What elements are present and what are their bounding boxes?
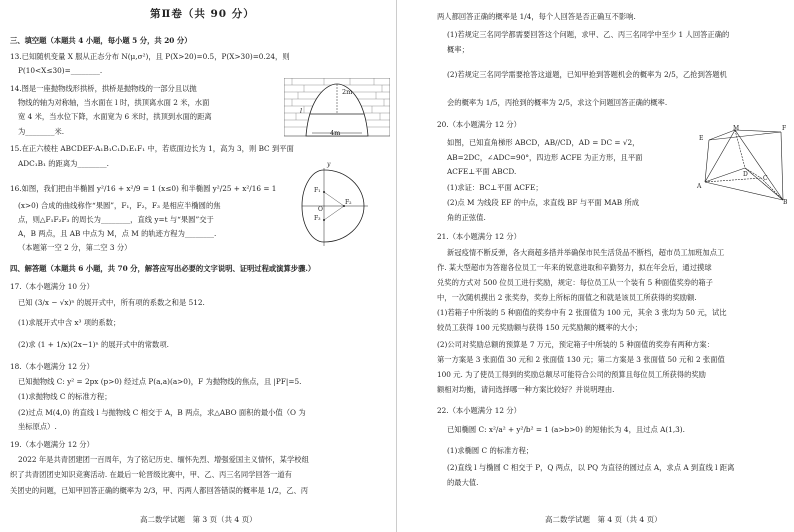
question-18-part1: (1)求抛物线 C 的标准方程； xyxy=(18,392,112,401)
question-16-line4: A，B 两点，且 AB 中点为 M，点 M 的轨迹方程为________. xyxy=(18,229,217,238)
question-20-part2: (2)点 M 为线段 EF 的中点，求直线 BF 与平面 MAB 所成 xyxy=(447,198,640,207)
question-15-line2: ADC₁B₁ 的距离为________. xyxy=(18,159,109,168)
question-13-line1: 13.已知随机变量 X 服从正态分布 N(μ,σ²)，且 P(X>20)=0.5，P(X>30)=0.24，则 xyxy=(10,52,290,61)
question-21-line3: 兑奖的方式对 500 位员工进行奖励，规定：每位员工从一个装有 5 种面值奖券的箱子 xyxy=(437,278,713,287)
question-22-part2: (2)直线 l 与椭圆 C 相交于 P，Q 两点，以 PQ 为直径的圆过点 A，求点 A 到直线 l 距离 xyxy=(447,463,735,472)
question-14-line3: 宽 4 米，当水位下降，水面宽为 6 米时，拱顶到水面的距离 xyxy=(18,112,212,121)
figure-label-4m: 4m xyxy=(330,129,341,137)
question-16-line1: 16.如图，我们把由半椭圆 y²/16 + x²/9 = 1 (x≤0) 和半椭圆 y²/25 + x²/16 = 1 xyxy=(10,184,277,193)
figure-label-f1: F₁ xyxy=(314,187,321,194)
question-20-line2: AB=2DC，∠ADC=90°，四边形 ACFE 为正方形，且平面 xyxy=(447,153,643,162)
question-21-part2-line4: 额相对均衡，请问选择哪一种方案比较好？并说明理由. xyxy=(437,385,615,394)
question-17-heading: 17.（本小题满分 10 分） xyxy=(10,282,94,291)
question-22-part2-cont: 的最大值. xyxy=(447,478,479,487)
question-14-line2: 物线的轴为对称轴，当水面在 l 时，拱顶离水面 2 米，水面 xyxy=(18,98,210,107)
figure-label-f3: F₃ xyxy=(314,215,321,222)
section-title: 第Ⅱ卷（共 90 分） xyxy=(150,8,255,20)
question-19-part1: (1)若规定三名同学都需要回答这个问题，求甲、乙、丙三名同学中至少 1 人回答正确的 xyxy=(447,30,730,39)
question-21-part2-line3: 100 元. 为了使员工得到的奖励总额尽可能符合公司的预算且每位员工所获得的奖励 xyxy=(437,370,706,379)
question-16-line2: (x>0) 合成的曲线称作“果圆”，F₁，F₂，F₃ 是相应半椭圆的焦 xyxy=(18,201,221,210)
question-19-part1-cont: 概率； xyxy=(447,45,469,54)
question-21-part2: (2)公司对奖励总额的预算是 7 万元，预定箱子中所装的 5 种面值的奖券有两种方案： xyxy=(437,340,714,349)
question-22-part1: (1)求椭圆 C 的标准方程； xyxy=(447,446,534,455)
figure-label-b: B xyxy=(783,199,788,206)
question-13-line2: P(10<X≤30)=________. xyxy=(18,66,103,75)
question-18-stem: 已知抛物线 C: y² = 2px (p>0) 经过点 P(a,a)(a>0)，F 为抛物线的焦点，且 |PF|=5. xyxy=(18,377,302,386)
figure-label-2m: 2m xyxy=(342,88,353,96)
question-21-heading: 21.（本小题满分 12 分） xyxy=(437,232,521,241)
question-19-line4: 两人都回答正确的概率是 1/4，每个人回答是否正确互不影响. xyxy=(437,12,636,21)
figure-label-a: A xyxy=(697,183,702,190)
question-18-part2: (2)过点 M(4,0) 的直线 l 与抛物线 C 相交于 A，B 两点，求△ABO 面积的最小值（O 为 xyxy=(18,408,306,417)
question-20-part2-cont: 角的正弦值. xyxy=(447,213,486,222)
question-21-line2: 作. 某大型超市为答谢各位员工一年来的锐意进取和辛勤努力，拟在年会后，通过摸球 xyxy=(437,263,712,272)
page-footer: 高二数学试题 第 4 页（共 4 页） xyxy=(545,515,662,524)
question-21-part1-cont: 较员工获得 100 元奖励额与获得 150 元奖励额的概率的大小； xyxy=(437,323,642,332)
question-17-stem: 已知 (3/x − √x)ⁿ 的展开式中，所有项的系数之和是 512. xyxy=(18,298,205,307)
question-19-part2-cont: 会的概率为 1/5，丙抢到的概率为 2/5，求这个问题回答正确的概率. xyxy=(447,98,668,107)
question-19-part2: (2)若规定三名同学需要抢答这道题，已知甲抢到答题机会的概率为 2/5，乙抢到答题机 xyxy=(447,70,727,79)
figure-label-e: E xyxy=(699,135,704,142)
question-19-line1: 2022 年是共青团建团一百周年，为了铭记历史、缅怀先烈、增强爱国主义情怀，某学校组 xyxy=(18,455,309,464)
question-20-part1: (1)求证：BC⊥平面 ACFE； xyxy=(447,183,543,192)
question-21-part2-line2: 第一方案是 3 张面值 30 元和 2 张面值 130 元；第二方案是 3 张面值 50 元和 2 张面值 xyxy=(437,355,725,364)
question-19-line3: 关团史的问题，已知甲回答正确的概率为 2/3，甲、丙两人都回答错误的概率是 1/2，乙、丙 xyxy=(10,486,309,495)
figure-label-f: F xyxy=(782,125,787,132)
page-footer: 高二数学试题 第 3 页（共 4 页） xyxy=(140,515,257,524)
question-22-heading: 22.（本小题满分 12 分） xyxy=(437,406,521,415)
question-18-heading: 18.（本小题满分 12 分） xyxy=(10,362,94,371)
question-20-heading: 20.（本小题满分 12 分） xyxy=(437,120,521,129)
question-22-stem: 已知椭圆 C: x²/a² + y²/b² = 1 (a>b>0) 的短轴长为 4，且过点 A(1,3). xyxy=(447,425,685,434)
figure-label-f2: F₂ xyxy=(345,199,352,206)
question-18-part2-cont: 坐标原点）. xyxy=(18,422,57,431)
question-17-part1: (1)求展开式中含 x³ 项的系数； xyxy=(18,318,121,327)
question-21-line1: 新冠疫情不断反弹，各大商超多措并举确保市民生活货品不断档，超市员工加班加点工 xyxy=(447,248,725,257)
figure-axis-y: y xyxy=(327,161,331,168)
question-21-part1: (1)若箱子中所装的 5 种面值的奖券中有 2 张面值为 100 元，其余 3 张均为 50 元，试比 xyxy=(437,308,727,317)
figure-label-d: D xyxy=(743,171,748,178)
question-19-line2: 织了共青团团史知识竞赛活动. 在最后一轮晋级比赛中，甲、乙、丙三名同学回答一道有 xyxy=(10,470,292,479)
figure-label-l: l xyxy=(300,107,303,115)
question-14-line1: 14.图是一座抛物线形拱桥，拱桥是抛物线的一部分且以抛 xyxy=(10,84,197,93)
figure-label-o: O xyxy=(318,206,323,213)
figure-label-m: M xyxy=(733,125,740,132)
fruit-ellipse-figure xyxy=(300,162,370,250)
question-16-line5: （本题第一空 2 分，第二空 3 分） xyxy=(18,243,132,252)
question-16-line3: 点，则△F₁F₂F₃ 的周长为________，直线 y=t 与“果圆”交于 xyxy=(18,215,214,224)
page-4 xyxy=(397,0,794,532)
trapezoid-square-figure xyxy=(699,124,787,208)
question-20-line3: ACFE⊥平面 ABCD. xyxy=(447,167,517,176)
question-20-line1: 如图，已知直角梯形 ABCD，AB//CD，AD = DC = √2， xyxy=(447,138,640,147)
solution-section-heading: 四、解答题（本题共 6 小题，共 70 分，解答应写出必要的文字说明、证明过程或演算步骤.） xyxy=(10,264,316,273)
fill-in-section-heading: 三、填空题（本题共 4 小题，每小题 5 分，共 20 分） xyxy=(10,36,192,45)
question-14-line4: 为________米. xyxy=(18,127,65,136)
question-21-line4: 中，一次随机摸出 2 张奖券，奖券上所标的面值之和就是该员工所获得的奖励额. xyxy=(437,293,697,302)
question-17-part2: (2)求 (1 + 1/x)(2x−1)ⁿ 的展开式中的常数项. xyxy=(18,340,169,349)
figure-label-c: C xyxy=(763,175,768,182)
question-15-line1: 15.在正六棱柱 ABCDEF-A₁B₁C₁D₁E₁F₁ 中，若底面边长为 1，高为 3，则 BC 到平面 xyxy=(10,144,294,153)
question-19-heading: 19.（本小题满分 12 分） xyxy=(10,440,94,449)
